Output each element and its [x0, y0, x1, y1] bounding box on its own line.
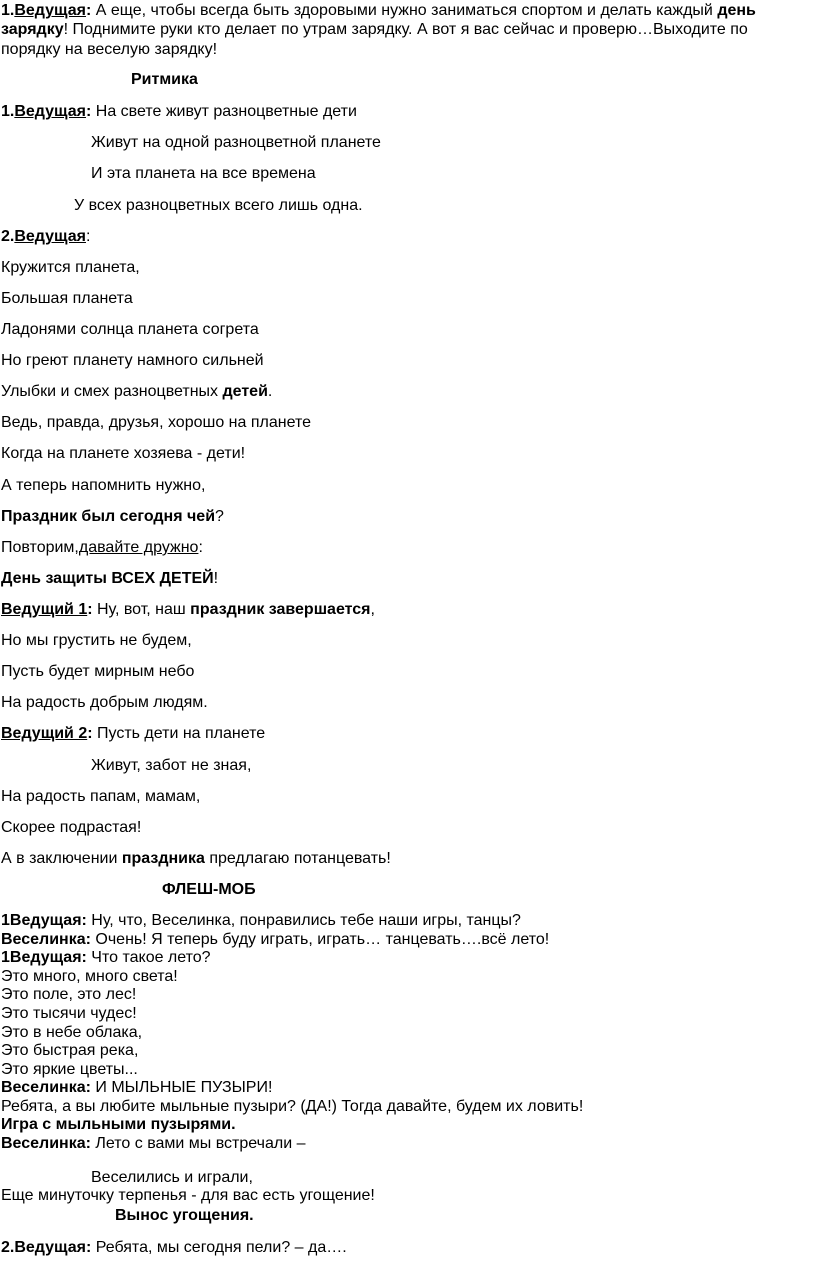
poem2-colon: : [85, 228, 91, 245]
intro-text-3: порядку на веселую зарядку! [1, 41, 218, 58]
heading-flashmob [162, 880, 256, 899]
poem1-speaker: Ведущая [14, 103, 86, 120]
dialog-line-10 [1, 1078, 272, 1097]
dialog-line-8: Это быстрая река, [1, 1042, 139, 1059]
poem2-line-5 [1, 382, 272, 401]
poem2-end-9: ? [215, 508, 224, 525]
dialog-line-15: Еще минуточку терпенья - для вас есть угощение! [1, 1187, 375, 1204]
dialog-text-3: Что такое лето? [86, 949, 211, 966]
lead2-text-5: А в заключении [1, 850, 122, 867]
dialog-line-16 [115, 1206, 254, 1225]
dialog-line-13 [1, 1134, 306, 1153]
intro-line-2 [1, 20, 748, 39]
poem2-bold-11: День защиты ВСЕХ ДЕТЕЙ [1, 570, 214, 587]
dialog-speaker-10: Веселинка: [1, 1079, 91, 1096]
intro-num: 1. [1, 2, 15, 19]
poem2-speaker: Ведущая [14, 228, 86, 245]
lead2-line-3: На радость папам, мамам, [1, 788, 201, 805]
lead2-text: Пусть дети на планете [92, 725, 266, 742]
poem2-line-4: Но греют планету намного сильней [1, 352, 264, 369]
lead1-text: Ну, вот, наш [92, 601, 191, 618]
poem2-line-1: Кружится планета, [1, 259, 140, 276]
poem1-colon: : [85, 103, 92, 120]
intro-bold-2: зарядку [1, 21, 64, 38]
dialog-line-17 [1, 1238, 347, 1257]
lead1-line-4: На радость добрым людям. [1, 694, 208, 711]
poem2-underline-10: давайте дружно [78, 539, 199, 556]
dialog-line-2 [1, 930, 549, 949]
lead1-speaker: Ведущий 1 [1, 601, 88, 618]
poem2-text-10: Повторим, [1, 539, 79, 556]
dialog-text-10: И МЫЛЬНЫЕ ПУЗЫРИ! [90, 1079, 273, 1096]
poem2-text-5: Улыбки и смех разноцветных [1, 383, 223, 400]
dialog-treat: Вынос угощения. [115, 1207, 254, 1224]
poem2-line-3: Ладонями солнца планета согрета [1, 321, 259, 338]
intro-text-1: А еще, чтобы всегда быть здоровыми нужно заниматься спортом и делать каждый [91, 2, 718, 19]
dialog-game: Игра с мыльными пузырями. [1, 1116, 236, 1133]
intro-colon: : [85, 2, 92, 19]
dialog-line-7: Это в небе облака, [1, 1024, 143, 1041]
poem2-end-5: . [267, 383, 273, 400]
dialog-line-1 [1, 911, 521, 930]
dialog-line-9: Это яркие цветы... [1, 1061, 138, 1078]
heading-rhythm-text: Ритмика [131, 71, 198, 88]
dialog-speaker-3: 1Ведущая: [1, 949, 87, 966]
lead1-end: , [370, 601, 375, 618]
poem2-line-9 [1, 507, 224, 526]
dialog-speaker-13: Веселинка: [1, 1135, 91, 1152]
dialog-speaker-17: 2.Ведущая: [1, 1239, 92, 1256]
intro-bold-1: день [717, 2, 756, 19]
lead1-bold: праздник завершается [190, 601, 371, 618]
poem1-num: 1. [1, 103, 15, 120]
poem2-line-8: А теперь напомнить нужно, [1, 477, 206, 494]
dialog-line-5: Это поле, это лес! [1, 986, 137, 1003]
poem1-text-1: На свете живут разноцветные дети [91, 103, 357, 120]
poem1-line-4: У всех разноцветных всего лишь одна. [74, 197, 363, 214]
lead2-line-4: Скорее подрастая! [1, 819, 142, 836]
intro-line-3 [1, 40, 217, 59]
lead2-end-5: предлагаю потанцевать! [204, 850, 391, 867]
lead2-line-5 [1, 849, 391, 868]
poem2-line-7: Когда на планете хозяева - дети! [1, 445, 246, 462]
intro-line-1 [1, 1, 756, 20]
lead2-colon: : [87, 725, 93, 742]
poem2-end-11: ! [213, 570, 219, 587]
poem1-line-2: Живут на одной разноцветной планете [91, 134, 381, 151]
lead1-line-3: Пусть будет мирным небо [1, 663, 195, 680]
dialog-speaker-1: 1Ведущая: [1, 912, 87, 929]
dialog-line-11: Ребята, а вы любите мыльные пузыри? (ДА!) Тогда давайте, будем их ловить! [1, 1098, 584, 1115]
lead2-line-1 [1, 724, 265, 743]
poem2-bold-5: детей [222, 383, 268, 400]
intro-text-2: ! Поднимите руки кто делает по утрам зарядку. А вот я вас сейчас и проверю…Выходите по [63, 21, 748, 38]
poem2-line-6: Ведь, правда, друзья, хорошо на планете [1, 414, 311, 431]
intro-speaker: Ведущая [14, 2, 86, 19]
dialog-line-6: Это тысячи чудес! [1, 1005, 137, 1022]
dialog-text-17: Ребята, мы сегодня пели? – да…. [91, 1239, 347, 1256]
dialog-text-13: Лето с вами мы встречали – [90, 1135, 306, 1152]
dialog-speaker-2: Веселинка: [1, 931, 91, 948]
dialog-text-2: Очень! Я теперь буду играть, играть… танцевать….всё лето! [90, 931, 550, 948]
poem2-bold-9: Праздник был сегодня чей [1, 508, 216, 525]
poem2-line-10 [1, 538, 203, 557]
dialog-line-3 [1, 948, 211, 967]
dialog-text-1: Ну, что, Веселинка, понравились тебе наши игры, танцы? [86, 912, 521, 929]
poem2-line-2: Большая планета [1, 290, 133, 307]
lead2-line-2: Живут, забот не зная, [91, 757, 252, 774]
lead1-line-2: Но мы грустить не будем, [1, 632, 192, 649]
dialog-line-14: Веселились и играли, [91, 1169, 253, 1186]
lead1-colon: : [87, 601, 93, 618]
poem2-num: 2. [1, 228, 15, 245]
dialog-line-12 [1, 1115, 236, 1134]
poem1-line-3: И эта планета на все времена [91, 165, 316, 182]
poem1-line-1 [1, 102, 357, 121]
poem2-line-11 [1, 569, 218, 588]
lead2-bold-5: праздника [121, 850, 205, 867]
poem2-speaker-line [1, 227, 90, 246]
poem2-end-10: : [198, 539, 203, 556]
dialog-line-4: Это много, много света! [1, 968, 178, 985]
lead2-speaker: Ведущий 2 [1, 725, 88, 742]
heading-flashmob-text: ФЛЕШ-МОБ [162, 881, 256, 898]
heading-rhythm [131, 70, 198, 89]
lead1-line-1 [1, 600, 375, 619]
